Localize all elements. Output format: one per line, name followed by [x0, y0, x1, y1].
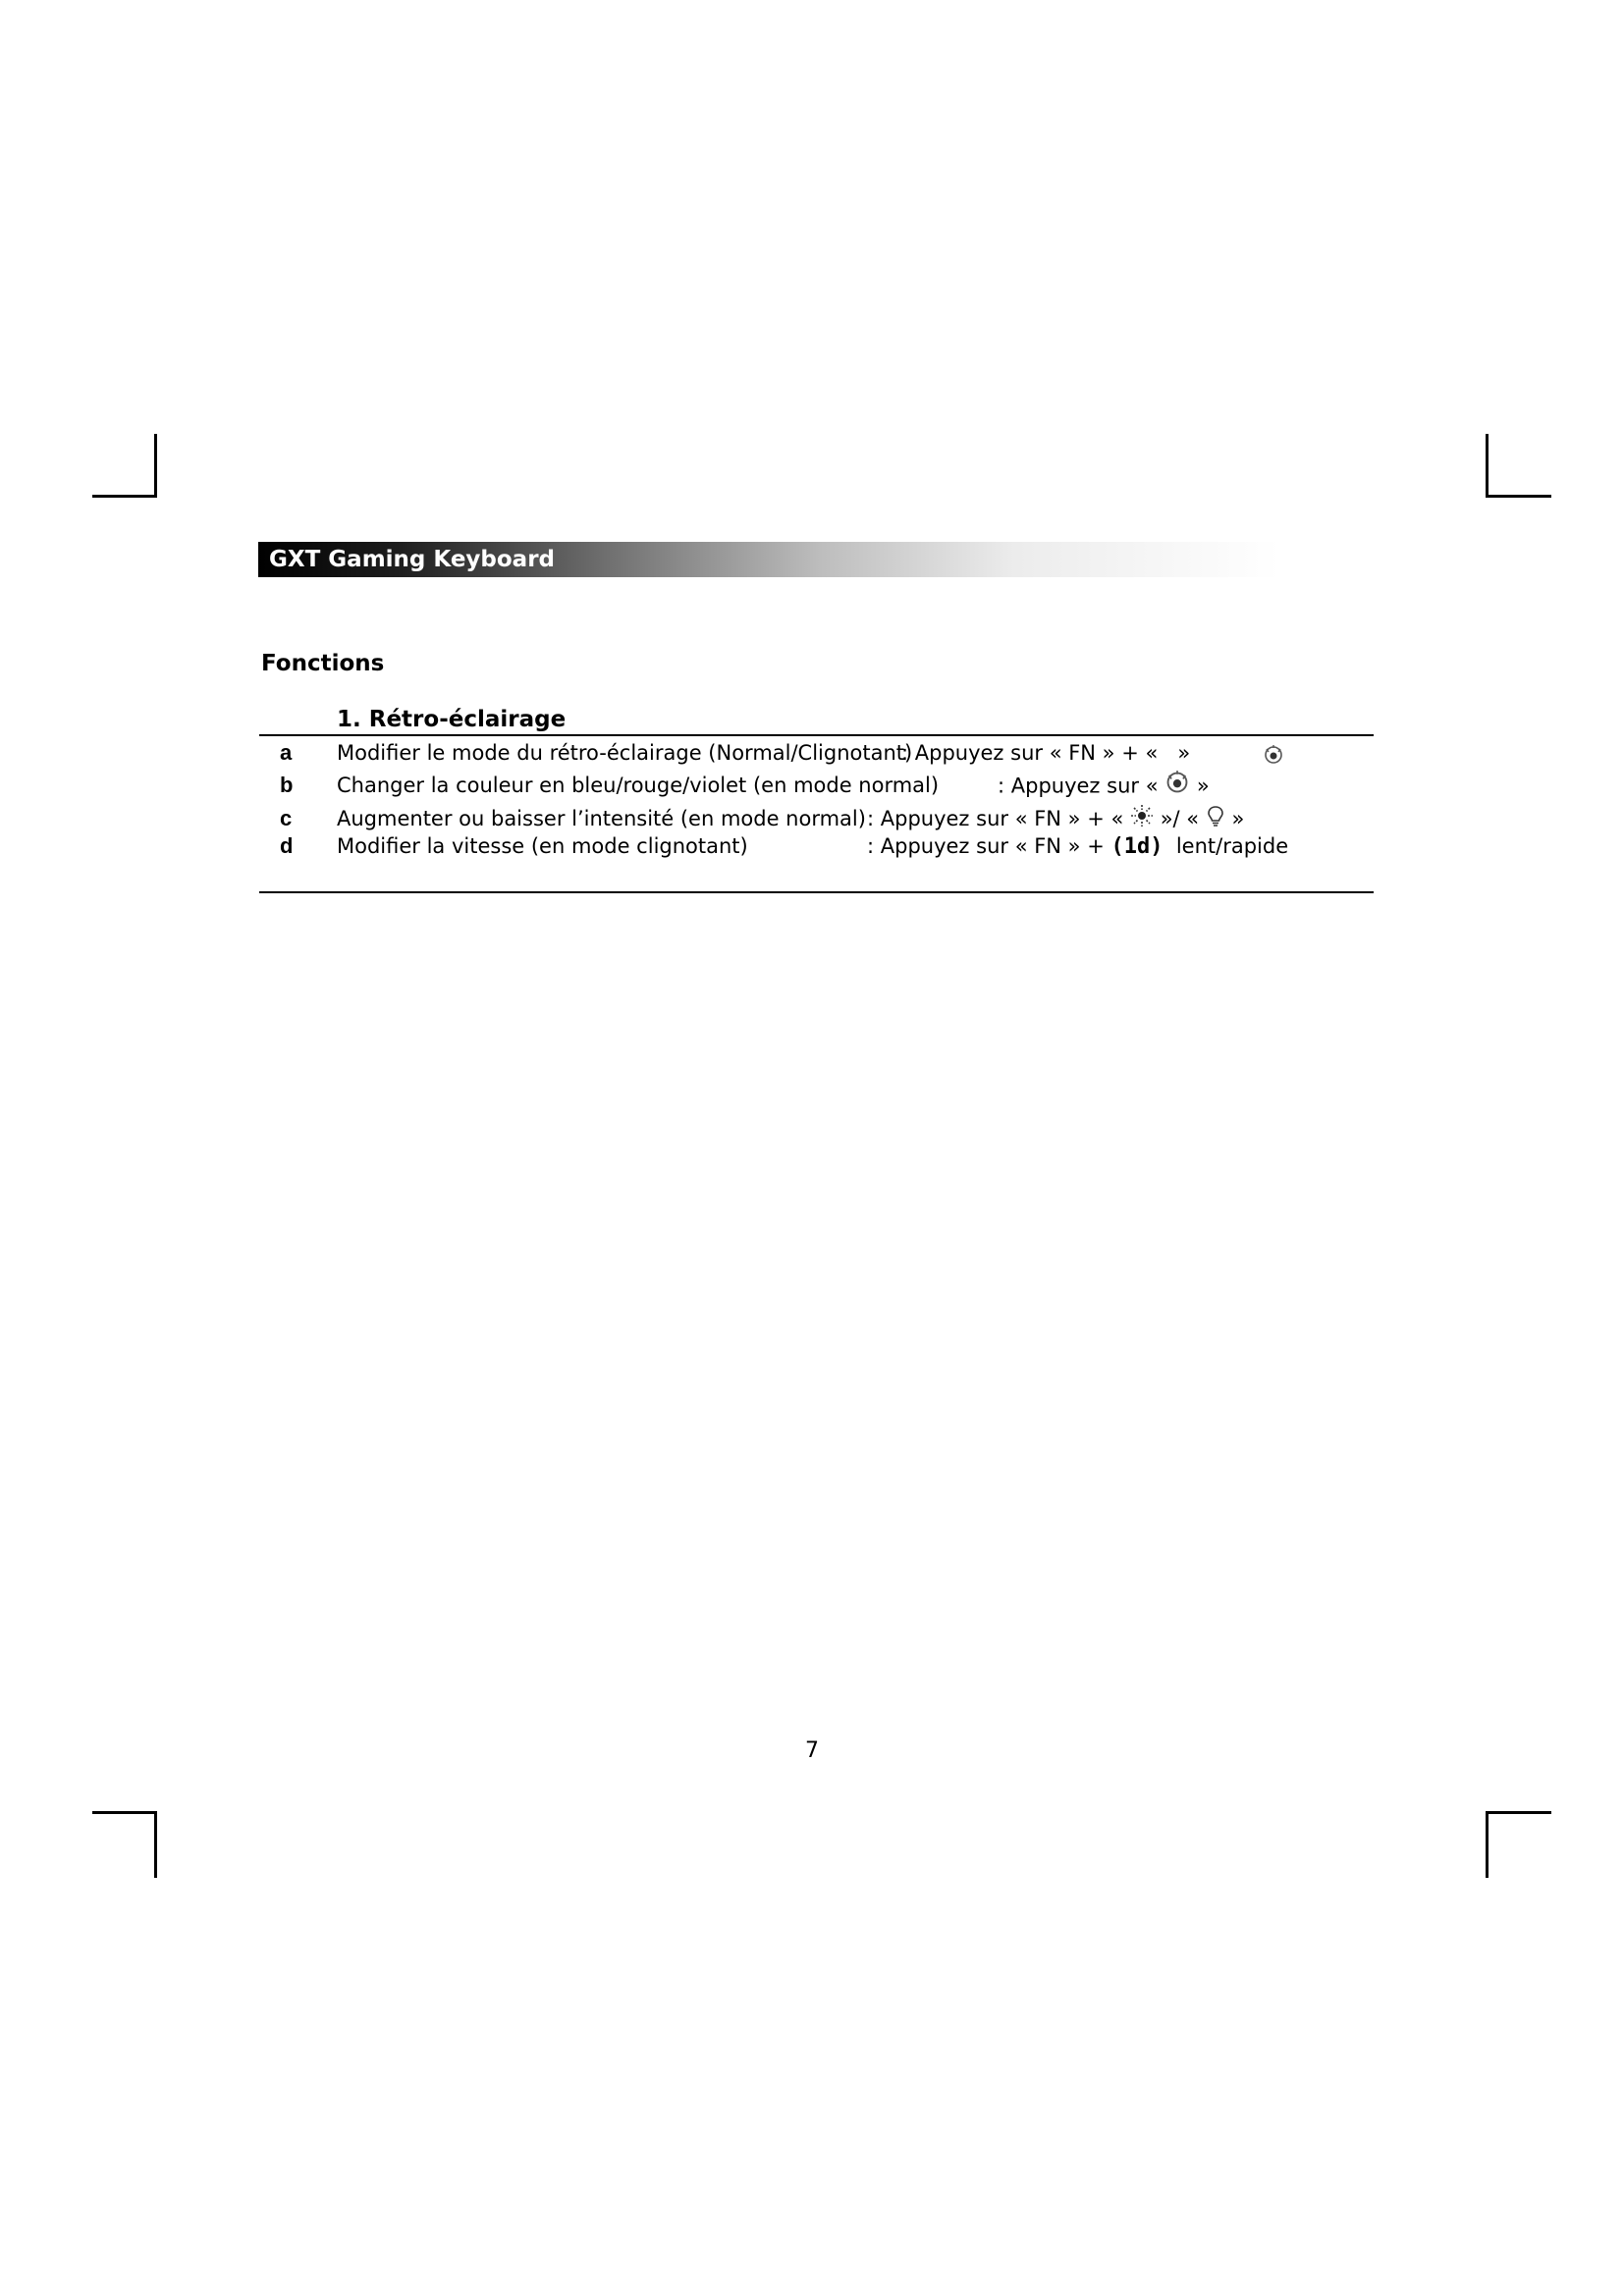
header-bar	[258, 542, 1279, 577]
header-title: GXT Gaming Keyboard	[269, 547, 556, 572]
row-description: Modifier la vitesse (en mode clignotant)	[337, 834, 748, 858]
row-letter: b	[280, 773, 294, 797]
row-description: Modifier le mode du rétro-éclairage (Normal/Clignotant)	[337, 741, 913, 765]
crop-mark-bottom-right	[1486, 1811, 1551, 1878]
row-action	[867, 830, 1288, 863]
section-title: Fonctions	[261, 651, 385, 676]
crop-mark-top-right	[1486, 434, 1551, 498]
action-text: : Appuyez sur « FN » + «	[867, 807, 1124, 830]
row-action	[901, 737, 1190, 769]
row-description: Augmenter ou baisser l’intensité (en mode normal)	[337, 807, 866, 830]
table-bottom-rule	[259, 891, 1374, 893]
table-top-rule	[259, 734, 1374, 736]
row-action	[998, 770, 1210, 804]
action-text: »	[1196, 774, 1210, 798]
subsection-title: 1. Rétro-éclairage	[337, 707, 567, 732]
light-mode-key-icon	[1164, 770, 1190, 804]
action-text: »	[1231, 807, 1245, 830]
crop-mark-top-left	[92, 434, 157, 498]
function-row-d	[0, 830, 1624, 862]
row-description: Changer la couleur en bleu/rouge/violet (en mode normal)	[337, 774, 940, 797]
key-reference: (1d)	[1110, 834, 1164, 859]
action-text: : Appuyez sur «	[998, 774, 1159, 798]
action-text: : Appuyez sur « FN » +	[867, 834, 1105, 858]
row-letter: d	[280, 833, 294, 858]
function-row-a	[0, 737, 1624, 769]
page-number: 7	[805, 1738, 819, 1763]
action-text: »	[1177, 741, 1191, 765]
row-letter: a	[280, 740, 293, 765]
function-row-b	[0, 770, 1624, 801]
action-text: »/ «	[1160, 807, 1200, 830]
action-text: : Appuyez sur « FN » + «	[901, 741, 1159, 765]
action-text: lent/rapide	[1175, 834, 1289, 858]
row-letter: c	[280, 806, 293, 830]
crop-mark-bottom-left	[92, 1811, 157, 1878]
